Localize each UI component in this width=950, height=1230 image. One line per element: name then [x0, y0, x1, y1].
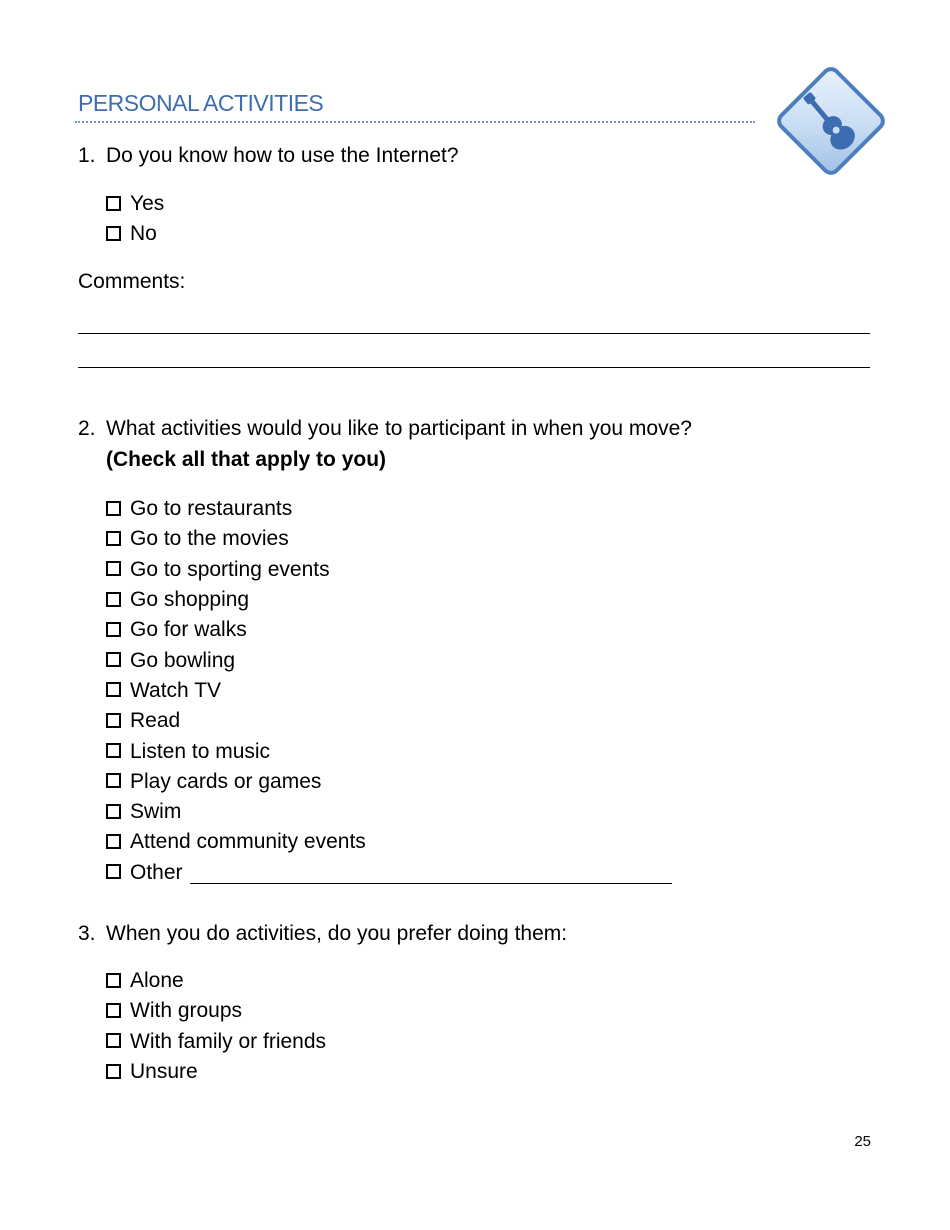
checkbox[interactable]	[106, 973, 121, 988]
option-label: With family or friends	[130, 1029, 327, 1053]
option-swim[interactable]	[106, 797, 672, 827]
question-1-number: 1.	[78, 144, 96, 167]
option-with-groups[interactable]	[106, 996, 326, 1026]
option-label: Yes	[130, 192, 165, 216]
checkbox[interactable]	[106, 1064, 121, 1079]
question-1	[78, 141, 459, 171]
option-go-to-sporting-events[interactable]	[106, 555, 672, 585]
question-1-text: Do you know how to use the Internet?	[106, 144, 459, 167]
comments-line-2[interactable]	[78, 367, 870, 368]
option-label: Go to the movies	[130, 527, 289, 551]
option-watch-tv[interactable]	[106, 676, 672, 706]
question-3-number: 3.	[78, 922, 96, 945]
option-label: Go shopping	[130, 588, 250, 612]
option-label: Read	[130, 709, 181, 733]
checkbox[interactable]	[106, 531, 121, 546]
option-label: Listen to music	[130, 739, 271, 763]
option-go-shopping[interactable]	[106, 585, 672, 615]
checkbox[interactable]	[106, 561, 121, 576]
option-label: With groups	[130, 999, 243, 1023]
option-label: Go to sporting events	[130, 557, 330, 581]
option-unsure[interactable]	[106, 1057, 326, 1087]
option-label: Go to restaurants	[130, 497, 293, 521]
checkbox[interactable]	[106, 622, 121, 637]
option-label: Attend community events	[130, 830, 366, 854]
page-number: 25	[854, 1133, 871, 1150]
option-go-to-the-movies[interactable]	[106, 524, 672, 554]
checkbox[interactable]	[106, 1003, 121, 1018]
other-text-line[interactable]	[190, 861, 672, 884]
checkbox[interactable]	[106, 592, 121, 607]
option-go-bowling[interactable]	[106, 645, 672, 675]
option-yes[interactable]	[106, 189, 164, 219]
checkbox[interactable]	[106, 226, 121, 241]
option-other[interactable]	[106, 858, 672, 888]
guitar-icon	[766, 56, 896, 186]
option-label: Go for walks	[130, 618, 247, 642]
question-3	[78, 919, 567, 949]
section-title: PERSONAL ACTIVITIES	[78, 90, 324, 116]
option-listen-to-music[interactable]	[106, 736, 672, 766]
option-play-cards-or-games[interactable]	[106, 767, 672, 797]
comments-label: Comments:	[78, 270, 186, 293]
checkbox[interactable]	[106, 713, 121, 728]
option-label: Watch TV	[130, 678, 222, 702]
option-label: Other	[130, 860, 183, 884]
option-with-family-or-friends[interactable]	[106, 1027, 326, 1057]
question-2	[78, 414, 692, 444]
checkbox[interactable]	[106, 652, 121, 667]
checkbox[interactable]	[106, 834, 121, 849]
option-alone[interactable]	[106, 966, 326, 996]
checkbox[interactable]	[106, 1033, 121, 1048]
checkbox[interactable]	[106, 743, 121, 758]
option-label: No	[130, 222, 157, 246]
option-no[interactable]	[106, 219, 164, 249]
option-attend-community-events[interactable]	[106, 827, 672, 857]
question-1-options	[106, 189, 164, 250]
checkbox[interactable]	[106, 804, 121, 819]
option-read[interactable]	[106, 706, 672, 736]
option-label: Swim	[130, 800, 182, 824]
checkbox[interactable]	[106, 864, 121, 879]
question-2-text: What activities would you like to participant in when you move?	[106, 417, 692, 440]
option-go-to-restaurants[interactable]	[106, 494, 672, 524]
checkbox[interactable]	[106, 682, 121, 697]
question-3-text: When you do activities, do you prefer doing them:	[106, 922, 568, 945]
checkbox[interactable]	[106, 196, 121, 211]
checkbox[interactable]	[106, 773, 121, 788]
comments-line-1[interactable]	[78, 333, 870, 334]
option-go-for-walks[interactable]	[106, 615, 672, 645]
checkbox[interactable]	[106, 501, 121, 516]
title-divider	[75, 121, 755, 123]
question-2-instruction: (Check all that apply to you)	[106, 448, 387, 471]
question-2-options	[106, 494, 672, 888]
option-label: Go bowling	[130, 648, 236, 672]
question-3-options	[106, 966, 326, 1087]
option-label: Play cards or games	[130, 769, 322, 793]
question-2-number: 2.	[78, 417, 96, 440]
option-label: Alone	[130, 969, 184, 993]
option-label: Unsure	[130, 1060, 198, 1084]
